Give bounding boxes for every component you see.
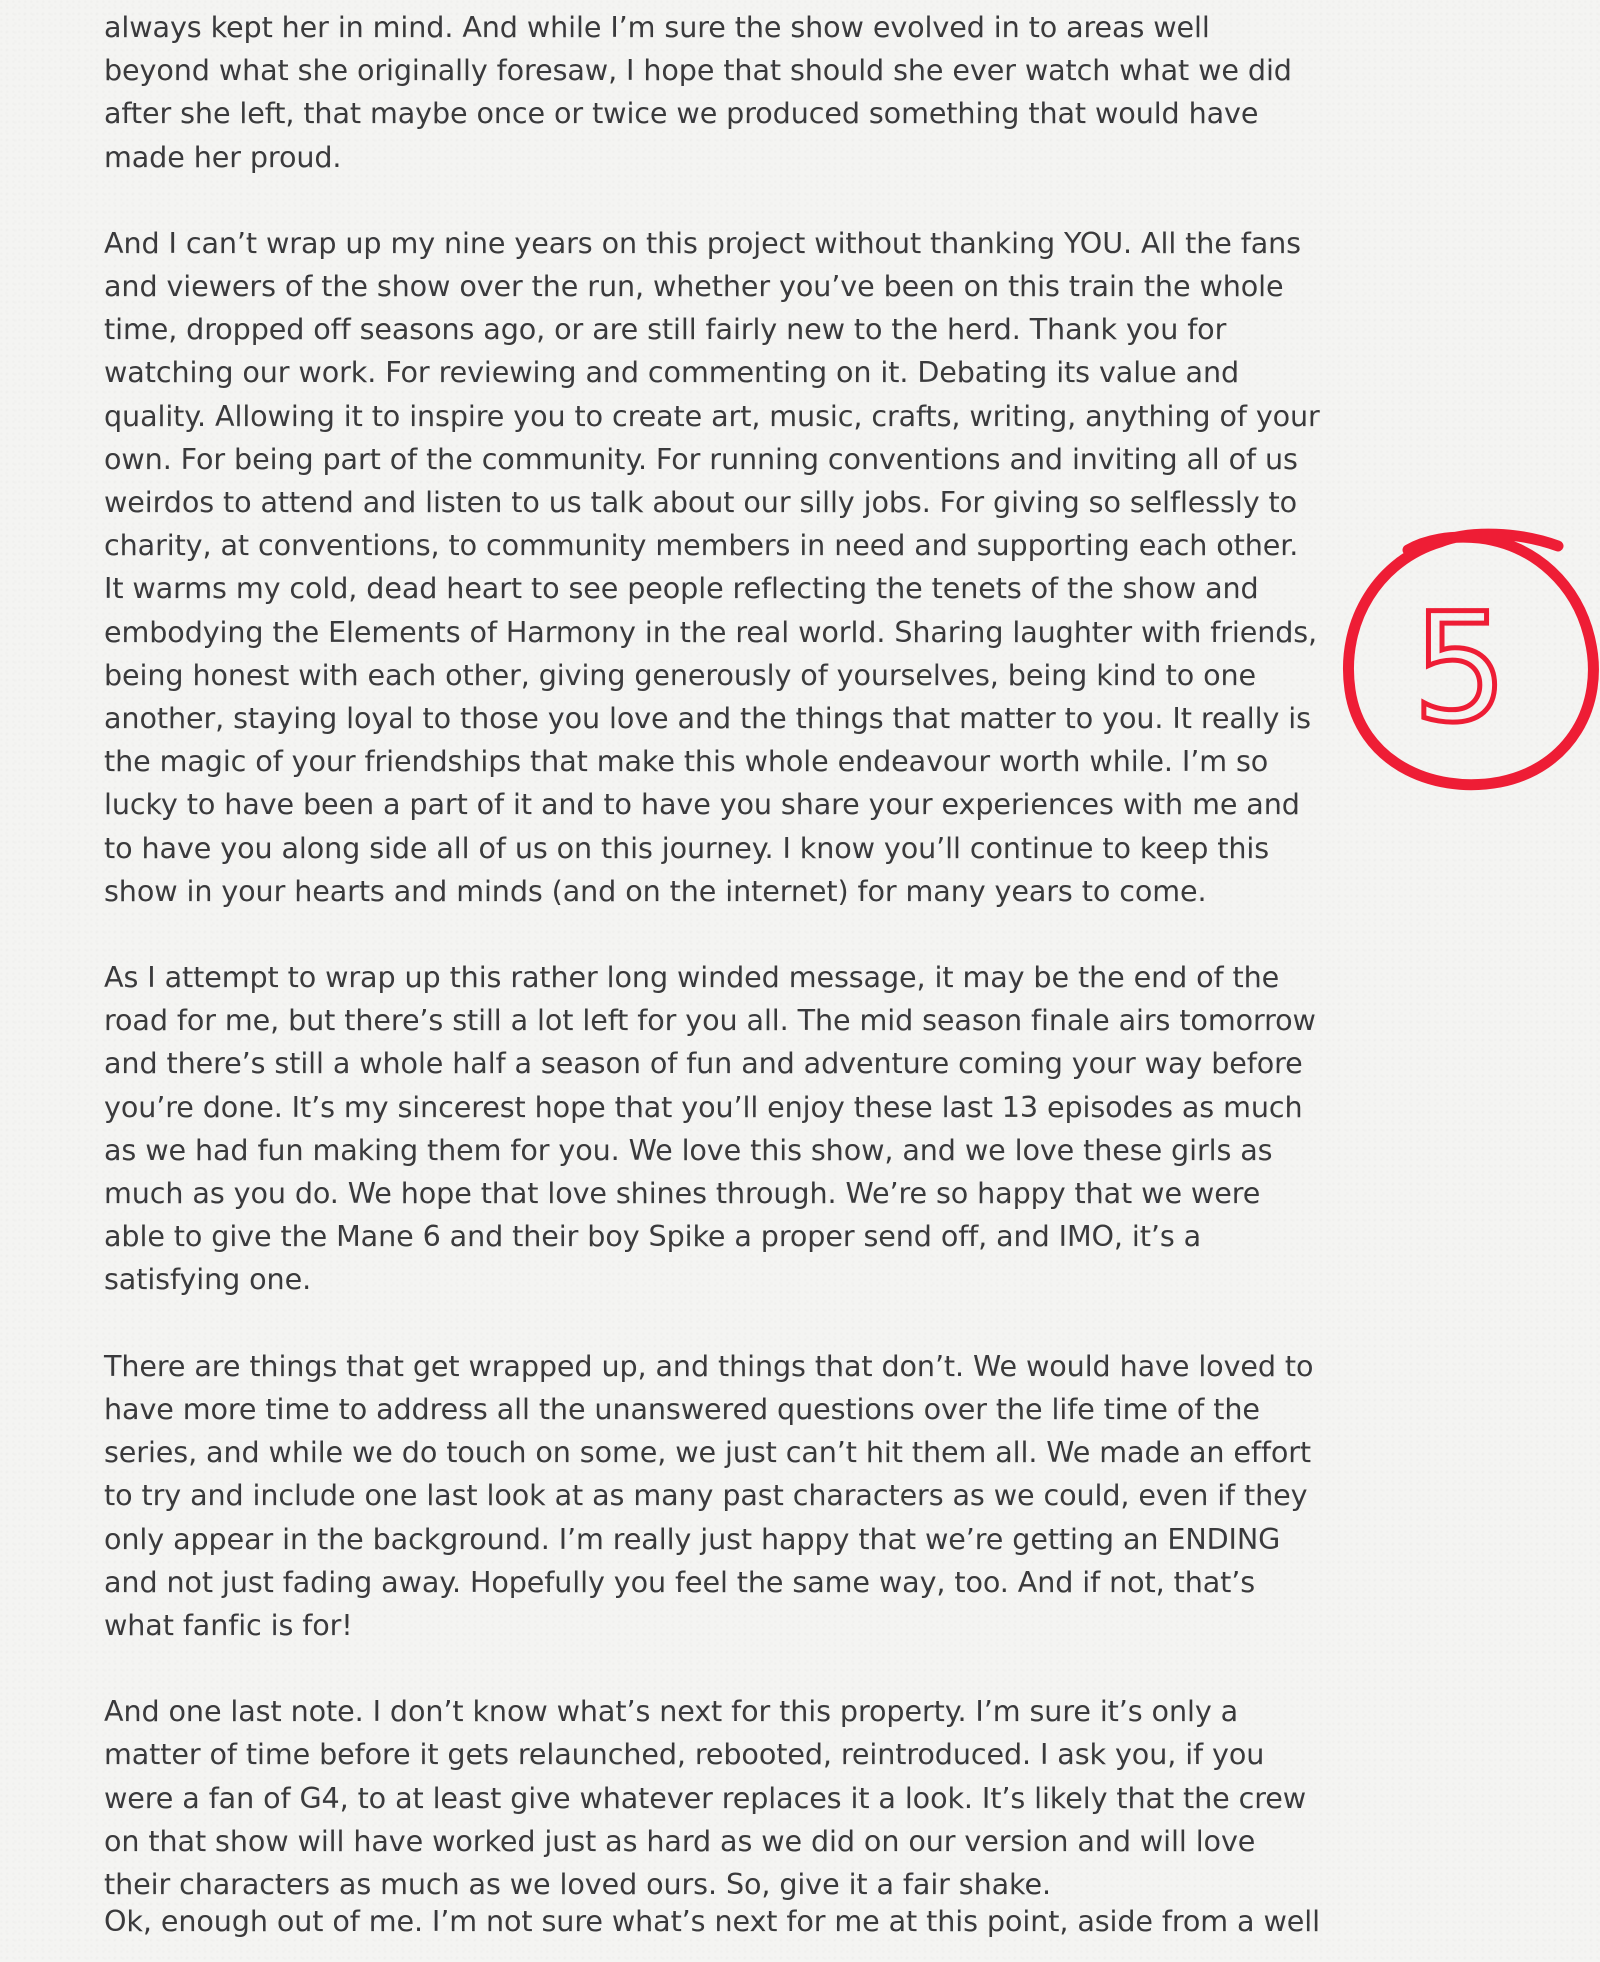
paragraph-5: And one last note. I don’t know what’s next for this property. I’m sure it’s only a matter of time before it gets relaunched, rebooted, reintroduced. I ask you, if you were a fan of G4, to at least give whatever replaces it a look. It’s likely that the crew on that show will have worked just as hard as we did on our version and will love their characters as much as we loved ours. So, give it a fair shake. (104, 1694, 1307, 1901)
paragraph-4: There are things that get wrapped up, and things that don’t. We would have loved to have more time to address all the unanswered questions over the life time of the series, and while we do touch on some, we just can’t hit them all. We made an effort to try and include one last look at as many past characters as we could, even if they only appear in the background. I’m really just happy that we’re getting an ENDING and not just fading away. Hopefully you feel the same way, too. And if not, that’s what fanfic is for! (104, 1348, 1314, 1642)
circled-page-number-mark (1320, 520, 1600, 810)
paragraph-6-partial (104, 1900, 1324, 1943)
document-body (104, 0, 1324, 1949)
paragraph-3: As I attempt to wrap up this rather long winded message, it may be the end of the road for me, but there’s still a lot left for you all. The mid season finale airs tomorrow and there’s still a whole half a season of fun and adventure coming your way before you’re done. It’s my sincerest hope that you’ll enjoy these last 13 episodes as much as we had fun making them for you. We love this show, and we love these girls as much as you do. We hope that love shines through. We’re so happy that we were able to give the Mane 6 and their boy Spike a proper send off, and IMO, it’s a satisfying one. (104, 960, 1316, 1297)
paragraph-2: And I can’t wrap up my nine years on this project without thanking YOU. All the fans and viewers of the show over the run, whether you’ve been on this train the whole time, dropped off seasons ago, or are still fairly new to the herd. Thank you for watching our work. For reviewing and commenting on it. Debating its value and quality. Allowing it to inspire you to create art, music, crafts, writing, anything of your own. For being part of the community. For running conventions and inviting all of us weirdos to attend and listen to us talk about our silly jobs. For giving so selflessly to charity, at conventions, to community members in need and supporting each other. It warms my cold, dead heart to see people reflecting the tenets of the show and embodying the Elements of Harmony in the real world. Sharing laughter with friends, being honest with each other, giving generously of yourselves, being kind to one another, staying loyal to those you love and the things that matter to you. It really is the magic of your friendships that make this whole endeavour worth while. I’m so lucky to have been a part of it and to have you share your experiences with me and to have you along side all of us on this journey. I know you’ll continue to keep this show in your hearts and minds (and on the internet) for many years to come. (104, 225, 1320, 908)
paragraph-1: always kept her in mind. And while I’m sure the show evolved in to areas well beyond what she originally foresaw, I hope that should she ever watch what we did after she left, that maybe once or twice we produced something that would have made her proud. (104, 10, 1292, 174)
paragraph-6-text: Ok, enough out of me. I’m not sure what’s next for me at this point, aside from a well (104, 1904, 1320, 1938)
page-number-digit: 5 (1412, 582, 1508, 756)
